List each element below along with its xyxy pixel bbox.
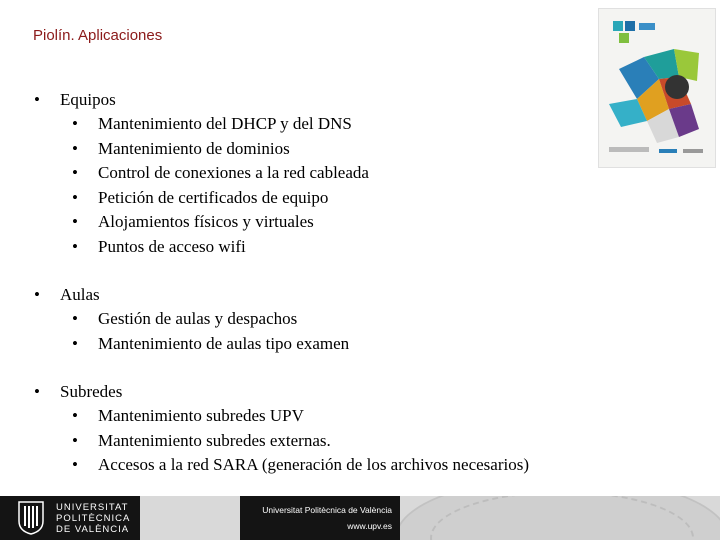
upv-logo [0, 496, 140, 540]
section-heading [34, 283, 674, 307]
bullet: • [72, 163, 78, 182]
list-item: • Accesos a la red SARA (generación de los archivos necesarios) [34, 453, 674, 478]
list-item: • Alojamientos físicos y virtuales [34, 210, 674, 235]
bullet: • [34, 382, 40, 401]
website-link[interactable]: www.upv.es [347, 521, 392, 531]
upv-shield-icon [18, 501, 44, 535]
bullet: • [72, 212, 78, 231]
list-item: • Mantenimiento del DHCP y del DNS [34, 112, 674, 137]
list-item: • Mantenimiento subredes externas. [34, 429, 674, 454]
bullet: • [72, 187, 78, 207]
section-heading [34, 88, 674, 112]
bullet: • [72, 406, 78, 425]
footer-institution-box [240, 496, 400, 540]
bullet-list [34, 88, 674, 502]
section-label: Aulas [60, 285, 100, 304]
list-item: • Puntos de acceso wifi [34, 235, 674, 260]
logo-line: DE VALÈNCIA [56, 524, 130, 535]
logo-line: UNIVERSITAT [56, 502, 129, 513]
institution-name: Universitat Politècnica de València [262, 505, 392, 515]
footer [0, 496, 720, 540]
bullet: • [72, 430, 78, 450]
bullet: • [34, 285, 40, 304]
bullet: • [34, 90, 40, 109]
bullet: • [72, 333, 78, 353]
list-item: • Mantenimiento de dominios [34, 137, 674, 162]
list-item: • Mantenimiento subredes UPV [34, 404, 674, 429]
bullet: • [72, 138, 78, 158]
section-heading [34, 380, 674, 404]
list-item: • Petición de certificados de equipo [34, 186, 674, 211]
bullet: • [72, 455, 78, 474]
list-item: • Gestión de aulas y despachos [34, 307, 674, 332]
page-title: Piolín. Aplicaciones [33, 27, 163, 44]
section-subredes [34, 380, 674, 478]
list-item: • Mantenimiento de aulas tipo examen [34, 332, 674, 357]
section-aulas [34, 283, 674, 356]
list-item: • Control de conexiones a la red cableada [34, 161, 674, 186]
section-equipos [34, 88, 674, 259]
logo-line: POLITÈCNICA [56, 513, 131, 524]
bullet: • [72, 236, 78, 256]
section-label: Subredes [60, 382, 123, 401]
bullet: • [72, 114, 78, 133]
bullet: • [72, 309, 78, 328]
section-label: Equipos [60, 90, 116, 109]
